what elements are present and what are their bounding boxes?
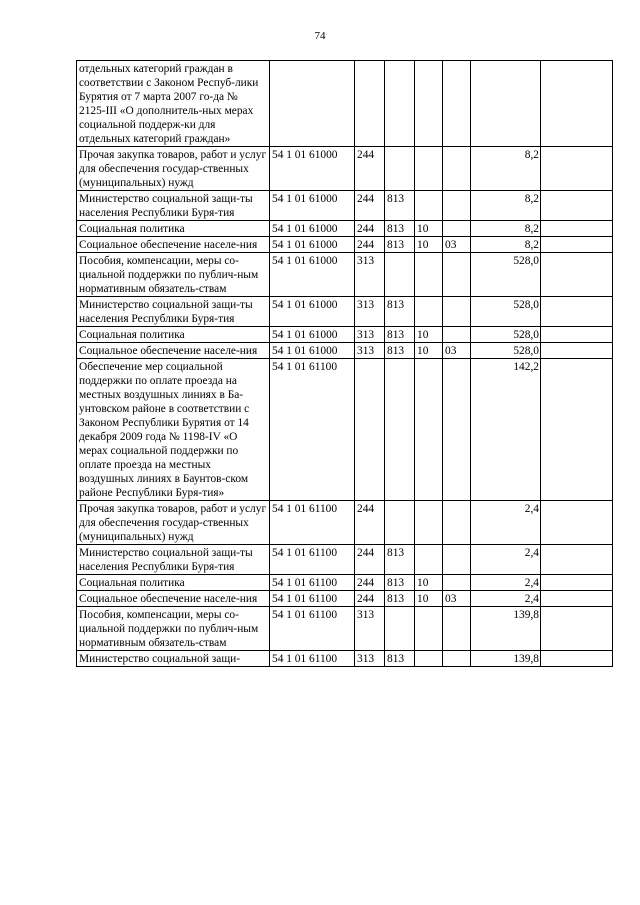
target-article-cell: 54 1 01 61100 [270, 591, 355, 607]
table-row [77, 297, 613, 327]
amount-cell: 139,8 [471, 607, 541, 651]
target-article-cell: 54 1 01 61000 [270, 191, 355, 221]
empty-cell [541, 359, 613, 501]
ministry-code-cell: 813 [385, 575, 415, 591]
row-name-cell: отдельных категорий граждан в соответствии с Законом Респуб-лики Бурятия от 7 марта 2007 го-да № 2125-III «О дополнитель-ных мерах социальной поддерж-ки для отдельных категорий граждан» [77, 61, 270, 147]
amount-cell [471, 61, 541, 147]
row-name-cell: Социальное обеспечение населе-ния [77, 591, 270, 607]
section-cell [415, 253, 443, 297]
target-article-cell: 54 1 01 61100 [270, 651, 355, 667]
empty-cell [541, 61, 613, 147]
subsection-cell [443, 61, 471, 147]
section-cell [415, 501, 443, 545]
ministry-code-cell: 813 [385, 221, 415, 237]
subsection-cell [443, 501, 471, 545]
target-article-cell: 54 1 01 61000 [270, 237, 355, 253]
subsection-cell: 03 [443, 591, 471, 607]
amount-cell: 8,2 [471, 237, 541, 253]
section-cell [415, 359, 443, 501]
table-row [77, 237, 613, 253]
empty-cell [541, 297, 613, 327]
page-number: 74 [314, 30, 326, 42]
table-row [77, 591, 613, 607]
budget-table [76, 60, 613, 667]
row-name-cell: Социальная политика [77, 575, 270, 591]
expense-type-cell: 313 [355, 327, 385, 343]
ministry-code-cell: 813 [385, 191, 415, 221]
subsection-cell [443, 607, 471, 651]
table-row [77, 607, 613, 651]
subsection-cell: 03 [443, 237, 471, 253]
empty-cell [541, 501, 613, 545]
section-cell: 10 [415, 221, 443, 237]
budget-table-body [77, 61, 613, 667]
section-cell [415, 545, 443, 575]
table-row [77, 343, 613, 359]
subsection-cell [443, 359, 471, 501]
target-article-cell: 54 1 01 61000 [270, 343, 355, 359]
table-row [77, 575, 613, 591]
section-cell: 10 [415, 237, 443, 253]
ministry-code-cell [385, 253, 415, 297]
table-row [77, 147, 613, 191]
row-name-cell: Обеспечение мер социальной поддержки по оплате проезда на местных воздушных линиях в Ба-унтовском районе в соответствии с Законом Республики Бурятия от 14 декабря 2009 года № 1198-IV «О мерах социальной поддержки по оплате проезда на местных воздушных линиях в Баунтов-ском районе Республики Буря-тия» [77, 359, 270, 501]
empty-cell [541, 591, 613, 607]
section-cell: 10 [415, 327, 443, 343]
amount-cell: 8,2 [471, 191, 541, 221]
section-cell: 10 [415, 575, 443, 591]
expense-type-cell: 313 [355, 607, 385, 651]
empty-cell [541, 651, 613, 667]
section-cell [415, 61, 443, 147]
subsection-cell [443, 575, 471, 591]
expense-type-cell: 244 [355, 501, 385, 545]
section-cell: 10 [415, 591, 443, 607]
row-name-cell: Прочая закупка товаров, работ и услуг для обеспечения государ-ственных (муниципальных) нужд [77, 147, 270, 191]
expense-type-cell: 244 [355, 221, 385, 237]
ministry-code-cell [385, 501, 415, 545]
section-cell [415, 297, 443, 327]
target-article-cell: 54 1 01 61100 [270, 545, 355, 575]
ministry-code-cell [385, 61, 415, 147]
ministry-code-cell [385, 147, 415, 191]
row-name-cell: Министерство социальной защи-ты населения Республики Буря-тия [77, 297, 270, 327]
expense-type-cell [355, 359, 385, 501]
target-article-cell: 54 1 01 61000 [270, 327, 355, 343]
target-article-cell [270, 61, 355, 147]
expense-type-cell: 313 [355, 253, 385, 297]
expense-type-cell: 244 [355, 545, 385, 575]
target-article-cell: 54 1 01 61100 [270, 501, 355, 545]
subsection-cell [443, 327, 471, 343]
expense-type-cell: 313 [355, 651, 385, 667]
subsection-cell [443, 297, 471, 327]
target-article-cell: 54 1 01 61100 [270, 575, 355, 591]
subsection-cell [443, 545, 471, 575]
expense-type-cell: 244 [355, 591, 385, 607]
expense-type-cell: 313 [355, 343, 385, 359]
expense-type-cell: 244 [355, 147, 385, 191]
target-article-cell: 54 1 01 61000 [270, 253, 355, 297]
row-name-cell: Социальная политика [77, 327, 270, 343]
expense-type-cell: 313 [355, 297, 385, 327]
amount-cell: 528,0 [471, 253, 541, 297]
section-cell [415, 147, 443, 191]
subsection-cell [443, 191, 471, 221]
table-row [77, 221, 613, 237]
table-row [77, 545, 613, 575]
empty-cell [541, 575, 613, 591]
amount-cell: 528,0 [471, 343, 541, 359]
amount-cell: 2,4 [471, 591, 541, 607]
row-name-cell: Социальное обеспечение населе-ния [77, 343, 270, 359]
expense-type-cell: 244 [355, 191, 385, 221]
empty-cell [541, 545, 613, 575]
amount-cell: 139,8 [471, 651, 541, 667]
table-row [77, 61, 613, 147]
section-cell [415, 651, 443, 667]
table-row [77, 651, 613, 667]
ministry-code-cell [385, 359, 415, 501]
target-article-cell: 54 1 01 61100 [270, 359, 355, 501]
amount-cell: 8,2 [471, 147, 541, 191]
ministry-code-cell: 813 [385, 651, 415, 667]
amount-cell: 528,0 [471, 327, 541, 343]
section-cell: 10 [415, 343, 443, 359]
subsection-cell [443, 651, 471, 667]
amount-cell: 2,4 [471, 545, 541, 575]
row-name-cell: Социальная политика [77, 221, 270, 237]
empty-cell [541, 607, 613, 651]
table-row [77, 501, 613, 545]
expense-type-cell [355, 61, 385, 147]
table-row [77, 359, 613, 501]
row-name-cell: Министерство социальной защи-ты населения Республики Буря-тия [77, 191, 270, 221]
section-cell [415, 191, 443, 221]
row-name-cell: Социальное обеспечение населе-ния [77, 237, 270, 253]
ministry-code-cell: 813 [385, 591, 415, 607]
empty-cell [541, 221, 613, 237]
ministry-code-cell: 813 [385, 545, 415, 575]
empty-cell [541, 253, 613, 297]
subsection-cell: 03 [443, 343, 471, 359]
row-name-cell: Пособия, компенсации, меры со-циальной поддержки по публич-ным нормативным обязатель-ствам [77, 607, 270, 651]
table-row [77, 253, 613, 297]
ministry-code-cell: 813 [385, 343, 415, 359]
empty-cell [541, 191, 613, 221]
target-article-cell: 54 1 01 61000 [270, 147, 355, 191]
empty-cell [541, 327, 613, 343]
ministry-code-cell: 813 [385, 327, 415, 343]
target-article-cell: 54 1 01 61000 [270, 297, 355, 327]
empty-cell [541, 147, 613, 191]
expense-type-cell: 244 [355, 237, 385, 253]
amount-cell: 2,4 [471, 501, 541, 545]
ministry-code-cell: 813 [385, 237, 415, 253]
table-row [77, 191, 613, 221]
subsection-cell [443, 221, 471, 237]
section-cell [415, 607, 443, 651]
amount-cell: 528,0 [471, 297, 541, 327]
table-row [77, 327, 613, 343]
empty-cell [541, 343, 613, 359]
ministry-code-cell: 813 [385, 297, 415, 327]
subsection-cell [443, 253, 471, 297]
target-article-cell: 54 1 01 61100 [270, 607, 355, 651]
amount-cell: 8,2 [471, 221, 541, 237]
row-name-cell: Прочая закупка товаров, работ и услуг для обеспечения государ-ственных (муниципальных) нужд [77, 501, 270, 545]
row-name-cell: Министерство социальной защи-ты населения Республики Буря-тия [77, 545, 270, 575]
subsection-cell [443, 147, 471, 191]
ministry-code-cell [385, 607, 415, 651]
expense-type-cell: 244 [355, 575, 385, 591]
amount-cell: 2,4 [471, 575, 541, 591]
empty-cell [541, 237, 613, 253]
row-name-cell: Министерство социальной защи- [77, 651, 270, 667]
target-article-cell: 54 1 01 61000 [270, 221, 355, 237]
amount-cell: 142,2 [471, 359, 541, 501]
row-name-cell: Пособия, компенсации, меры со-циальной поддержки по публич-ным нормативным обязатель-ствам [77, 253, 270, 297]
